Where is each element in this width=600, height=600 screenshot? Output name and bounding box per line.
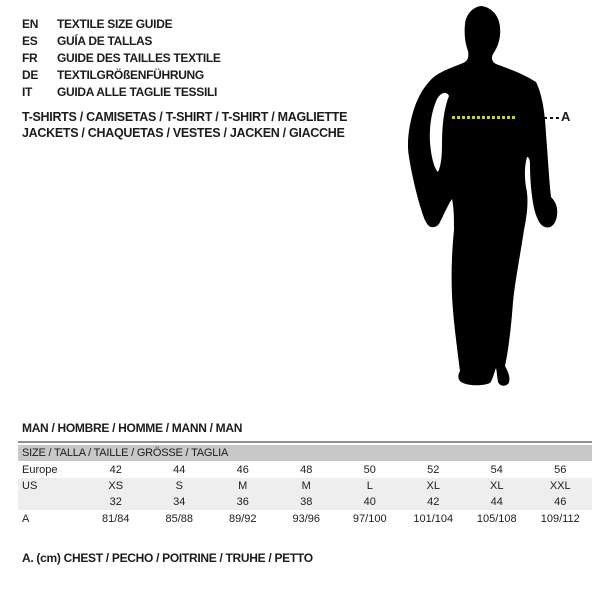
table-row-europe [18,461,592,478]
product-categories [22,110,347,141]
size-cell: 109/112 [540,513,580,525]
language-row [22,50,221,67]
size-cell: M [301,480,311,492]
language-code: IT [22,84,33,99]
table-header: SIZE / TALLA / TAILLE / GRÖSSE / TAGLIA [18,445,592,461]
table-row-numeric [18,494,592,510]
language-label: TEXTILGRÖßENFÜHRUNG [57,67,204,82]
row-label: Europe [22,463,58,476]
measure-label-a: A [561,109,571,124]
size-cell: 101/104 [413,513,454,525]
product-line-tshirts: T-SHIRTS / CAMISETAS / T-SHIRT / T-SHIRT / MAGLIETTE [22,110,348,124]
size-cell: S [175,480,183,492]
chest-measure-line [452,116,515,119]
size-cell: 50 [363,463,376,476]
table-row-chest [18,510,592,528]
size-cell: L [366,480,373,492]
row-label: A [22,513,30,525]
size-cell: 38 [300,496,313,508]
size-cell: 40 [363,496,376,508]
size-cell: 54 [490,463,503,476]
size-cell: 46 [554,496,567,508]
language-list [22,16,221,100]
language-code: FR [22,50,38,65]
size-cell: 32 [109,496,122,508]
size-cell: 44 [490,496,503,508]
measure-ref-dashes [544,117,560,119]
size-cell: 42 [427,496,440,508]
size-cell: 85/88 [165,513,194,525]
man-silhouette [400,0,600,400]
size-cell: XL [426,480,440,492]
size-cell: 46 [236,463,249,476]
language-row [22,83,221,100]
language-row [22,16,221,33]
language-row [22,66,221,83]
language-label: GUIDE DES TAILLES TEXTILE [57,50,221,65]
size-cell: 97/100 [352,513,387,525]
size-cell: 44 [173,463,186,476]
size-cell: 42 [109,463,122,476]
measurement-footnote: A. (cm) CHEST / PECHO / POITRINE / TRUHE / PETTO [22,551,313,565]
size-cell: 81/84 [101,513,130,525]
language-label: GUIDA ALLE TAGLIE TESSILI [57,84,218,99]
size-cell: 89/92 [228,513,257,525]
language-code: ES [22,34,38,49]
size-cell: 56 [554,463,567,476]
table-row-us [18,478,592,494]
language-code: EN [22,17,39,32]
size-cell: XL [490,480,504,492]
language-code: DE [22,67,39,82]
language-label: TEXTILE SIZE GUIDE [57,17,173,32]
size-cell: 48 [300,463,313,476]
size-cell: XXL [549,480,571,492]
product-line-jackets: JACKETS / CHAQUETAS / VESTES / JACKEN / GIACCHE [22,125,345,140]
size-cell: 36 [236,496,249,508]
size-cell: 93/96 [292,513,321,525]
language-label: GUÍA DE TALLAS [57,34,153,49]
size-cell: 105/108 [476,513,517,525]
row-label: US [22,480,38,492]
size-table [18,441,592,528]
size-cell: 52 [427,463,440,476]
language-row [22,33,221,50]
size-cell: XS [108,480,124,492]
size-cell: 34 [173,496,186,508]
size-cell: M [238,480,248,492]
man-silhouette-svg [400,0,600,400]
section-title: MAN / HOMBRE / HOMME / MANN / MAN [22,421,243,435]
